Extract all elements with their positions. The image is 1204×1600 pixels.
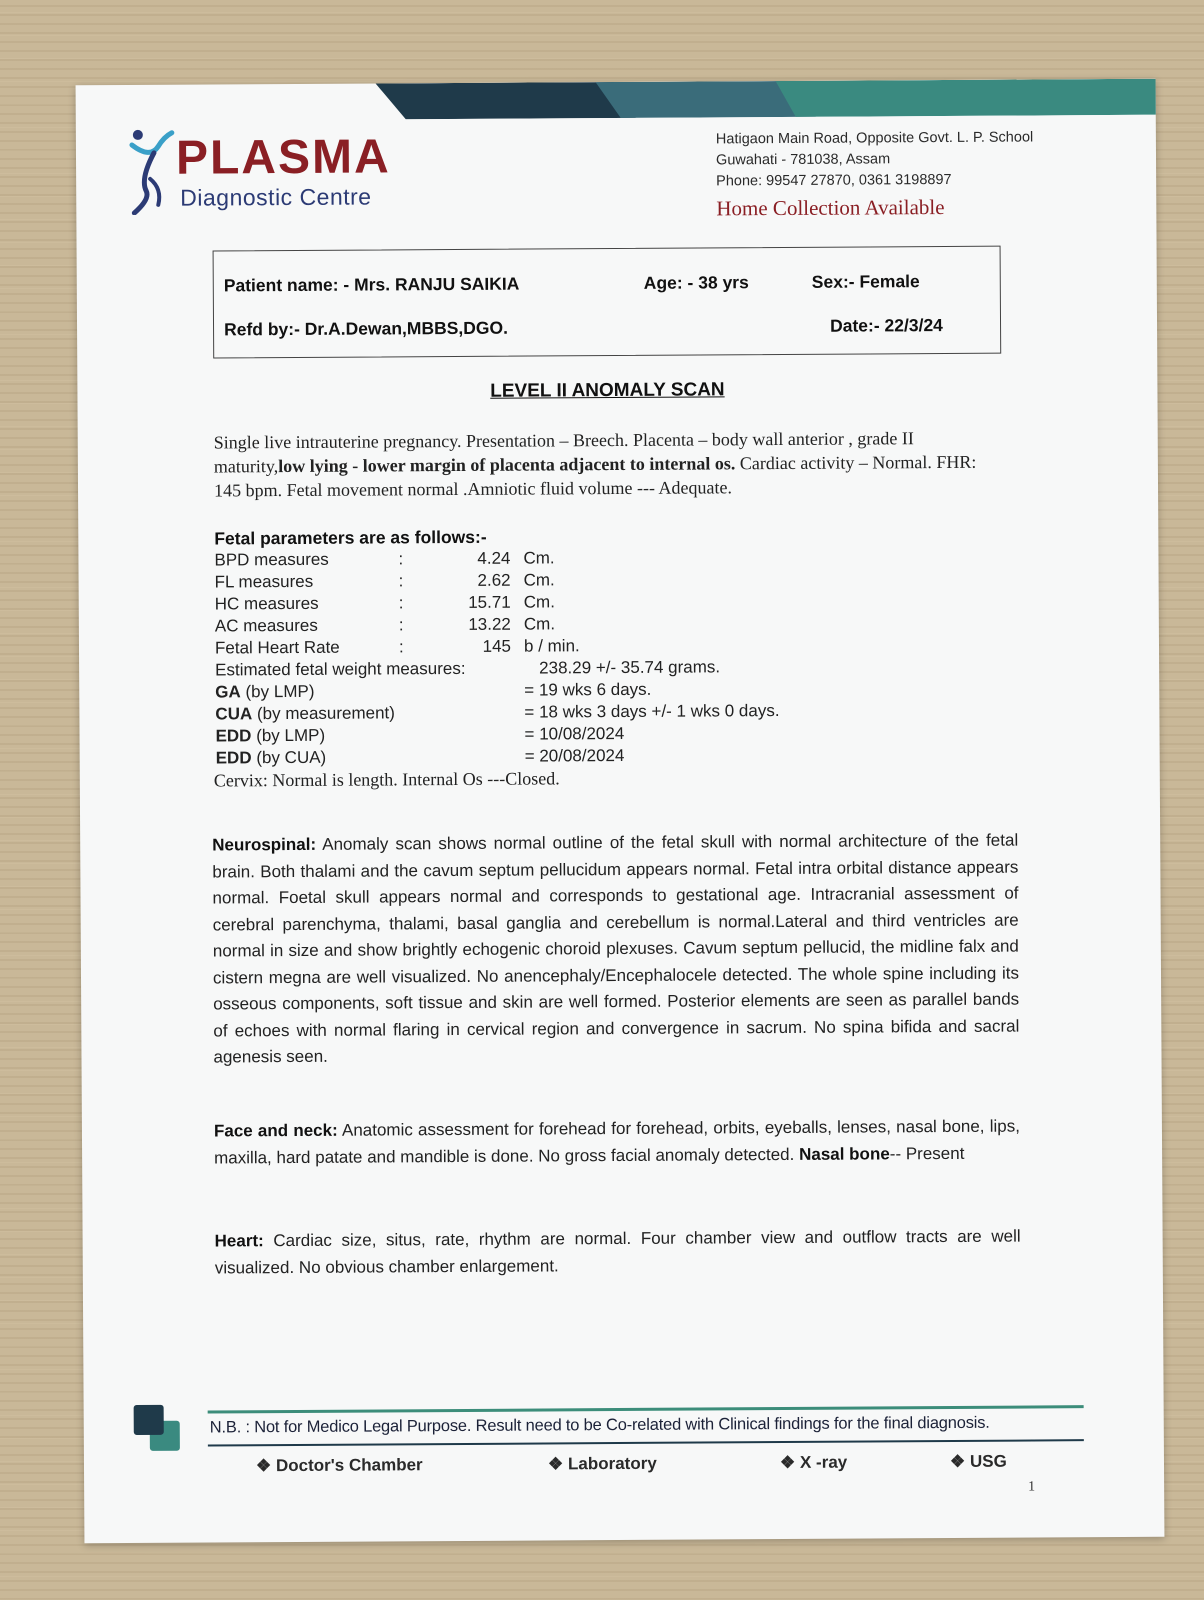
measurement-unit: Cm.	[523, 592, 555, 612]
measurement-colon: :	[398, 549, 404, 569]
intro-text-1: Single live intrauterine pregnancy. Presentation – Breech. Placenta – body wall anterior , grade II maturity,	[213, 428, 914, 477]
measurement-colon: :	[398, 571, 404, 591]
measurement-value: 13.22	[468, 614, 511, 634]
cua-row	[215, 701, 780, 726]
measurement-label: AC measures	[214, 615, 318, 636]
measurement-unit: Cm.	[523, 614, 556, 634]
footer-divider-top	[208, 1405, 1084, 1413]
efw-value: 238.29 +/- 35.74 grams.	[539, 657, 721, 678]
patient-info-box	[213, 246, 1002, 359]
measurement-colon: :	[398, 637, 404, 657]
efw-label: Estimated fetal weight measures:	[215, 658, 466, 680]
footer-divider-bottom	[208, 1439, 1084, 1446]
patient-name: Patient name: - Mrs. RANJU SAIKIA	[223, 273, 520, 296]
ga-value: = 19 wks 6 days.	[524, 679, 652, 700]
edd-lmp-label: (by LMP)	[251, 725, 326, 746]
intro-paragraph	[214, 426, 984, 503]
nasal-bone-label: Nasal bone	[798, 1143, 890, 1164]
brand-name: PLASMA	[175, 130, 391, 185]
ga-label: (by LMP)	[240, 681, 315, 702]
cervix-note: Cervix: Normal is length. Internal Os ---Closed.	[213, 768, 560, 791]
measurement-unit: b / min.	[523, 636, 580, 656]
report-sheet	[76, 79, 1165, 1544]
measurement-value: 2.62	[477, 570, 511, 590]
measurement-colon: :	[398, 593, 404, 613]
address-line-2: Guwahati - 781038, Assam	[715, 151, 891, 169]
heart-section	[215, 1224, 1021, 1282]
ga-row	[215, 679, 652, 705]
measurement-value: 15.71	[468, 592, 511, 612]
edd-cua-row	[215, 745, 625, 771]
measurement-value: 4.24	[477, 548, 511, 568]
edd-lmp-label-bold: EDD	[215, 726, 252, 746]
measurement-value: 145	[482, 636, 512, 656]
service-usg: ❖ USG	[949, 1451, 1007, 1471]
measurement-colon: :	[398, 615, 404, 635]
measurement-label: BPD measures	[214, 549, 329, 570]
measurement-label: FL measures	[214, 571, 314, 592]
face-neck-label: Face and neck:	[213, 1120, 338, 1141]
home-collection-note: Home Collection Available	[716, 195, 945, 221]
measurement-label: Fetal Heart Rate	[214, 637, 340, 658]
page-number: 1	[1028, 1479, 1036, 1495]
service-laboratory: ❖ Laboratory	[547, 1453, 657, 1474]
service-doctors-chamber: ❖ Doctor's Chamber	[255, 1455, 423, 1476]
footer-logo-blocks	[132, 1403, 182, 1453]
service-xray: ❖ X -ray	[779, 1452, 848, 1473]
intro-text-2: Cardiac activity – Normal. FHR: 145 bpm. Fetal movement normal .Amniotic fluid volume --- Adequate.	[213, 451, 977, 501]
efw-row	[215, 657, 721, 683]
patient-sex: Sex:- Female	[811, 271, 920, 292]
neurospinal-section	[212, 828, 1019, 1071]
fetal-parameters-heading: Fetal parameters are as follows:-	[214, 526, 487, 549]
measurement-unit: Cm.	[523, 548, 555, 568]
footer-disclaimer: N.B. : Not for Medico Legal Purpose. Result need to be Co-related with Clinical findings for the final diagnosis.	[209, 1413, 990, 1437]
edd-cua-label-bold: EDD	[215, 748, 252, 768]
edd-cua-value: = 20/08/2024	[524, 745, 625, 766]
cua-value: = 18 wks 3 days +/- 1 wks 0 days.	[524, 701, 780, 722]
cua-label: (by measurement)	[252, 703, 395, 724]
report-title: LEVEL II ANOMALY SCAN	[490, 379, 725, 402]
edd-lmp-value: = 10/08/2024	[524, 723, 625, 744]
measurement-unit: Cm.	[523, 570, 555, 590]
phone-line: Phone: 99547 27870, 0361 3198897	[716, 171, 952, 190]
cua-label-bold: CUA	[215, 704, 253, 724]
brand-subtitle: Diagnostic Centre	[180, 183, 372, 211]
nasal-bone-text: -- Present	[889, 1143, 965, 1163]
referred-by: Refd by:- Dr.A.Dewan,MBBS,DGO.	[223, 317, 509, 340]
measurement-label: HC measures	[214, 593, 319, 614]
patient-age: Age: - 38 yrs	[643, 272, 749, 293]
face-neck-text: Anatomic assessment for forehead for forehead, orbits, eyeballs, lenses, nasal bone, lips, maxilla, hard patate and mandible is done. No gross facial anomaly detected.	[214, 1116, 1020, 1167]
intro-placenta-finding: low lying - lower margin of placenta adjacent to internal os.	[278, 453, 736, 477]
address-block	[716, 127, 1137, 223]
heart-label: Heart:	[214, 1231, 264, 1251]
report-date: Date:- 22/3/24	[829, 315, 943, 336]
neurospinal-text: Anomaly scan shows normal outline of the fetal skull with normal architecture of the fetal brain. Both thalami and the cavum septum pellucidum appears normal. Fetal intra orbital distance appears normal. Foetal skull appears normal and corresponds to gestational age. Intracranial assessment of cerebral parenchyma, thalami, basal ganglia and cerebellum is normal.Lateral and third ventricles are normal in size and show brightly echogenic choroid plexuses. Cavum septum pellucid, the midline falx and cistern megna are well visualized. No anencephaly/Encephalocele detected. The whole spine including its osseous components, soft tissue and skin are well formed. Posterior elements are seen as parallel bands of echoes with normal flaring in cervical region and convergence in sacrum. No spina bifida and sacral agenesis seen.	[212, 830, 1020, 1067]
plasma-logo-icon	[128, 129, 179, 215]
face-neck-section	[214, 1114, 1020, 1172]
address-line-1: Hatigaon Main Road, Opposite Govt. L. P. School	[715, 129, 1034, 148]
ga-label-bold: GA	[215, 682, 241, 702]
neurospinal-label: Neurospinal:	[212, 834, 317, 855]
header-color-band	[376, 79, 1165, 120]
heart-text: Cardiac size, situs, rate, rhythm are normal. Four chamber view and outflow tracts are well visualized. No obvious chamber enlargement.	[214, 1226, 1021, 1277]
edd-lmp-row	[215, 723, 625, 749]
edd-cua-label: (by CUA)	[251, 747, 327, 768]
